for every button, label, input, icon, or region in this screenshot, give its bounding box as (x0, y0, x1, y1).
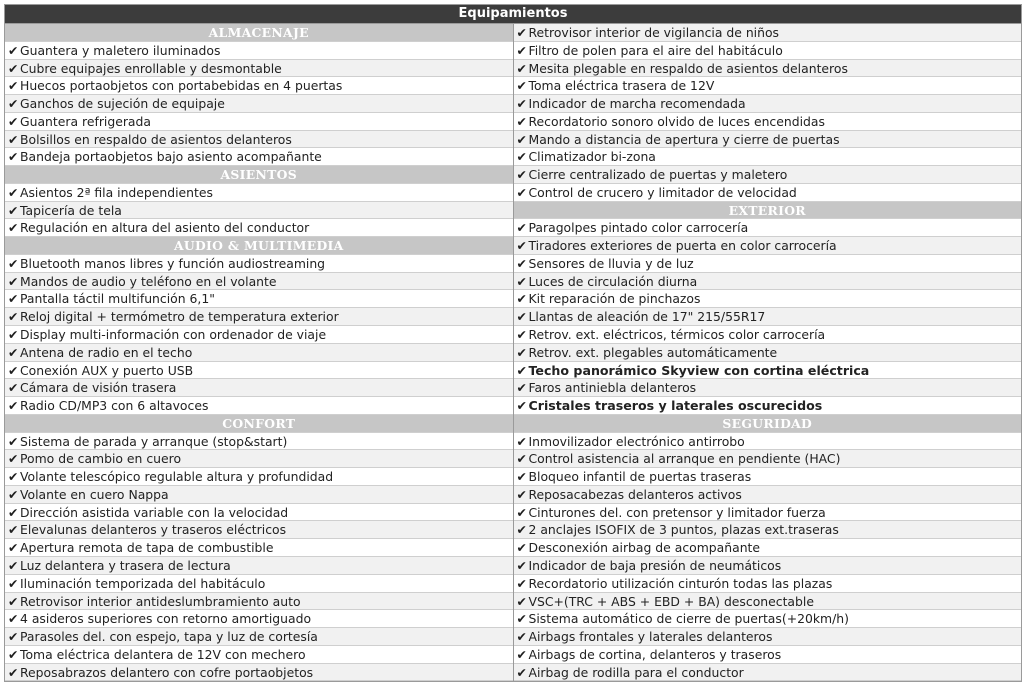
check-icon: ✔ (516, 184, 527, 200)
equipment-item-label: Huecos portaobjetos con portabebidas en 4 puertas (20, 78, 343, 94)
equipment-item (514, 131, 1022, 149)
check-icon: ✔ (8, 327, 19, 343)
equipment-item-label: Toma eléctrica trasera de 12V (528, 78, 715, 94)
equipment-item-label: Luz delantera y trasera de lectura (20, 557, 231, 573)
equipment-item (5, 646, 513, 664)
equipment-item-label: Filtro de polen para el aire del habitáculo (528, 42, 783, 58)
check-icon: ✔ (516, 380, 527, 396)
check-icon: ✔ (516, 664, 527, 680)
equipment-item (5, 202, 513, 220)
equipment-item (514, 433, 1022, 451)
check-icon: ✔ (8, 522, 19, 538)
equipment-item (514, 575, 1022, 593)
equipment-item (5, 593, 513, 611)
equipment-item (5, 486, 513, 504)
check-icon: ✔ (8, 557, 19, 573)
equipment-item-label: Faros antiniebla delanteros (528, 380, 697, 396)
check-icon: ✔ (516, 131, 527, 147)
check-icon: ✔ (516, 646, 527, 662)
check-icon: ✔ (8, 664, 19, 680)
check-icon: ✔ (8, 593, 19, 609)
equipment-item (514, 326, 1022, 344)
equipment-item-label: Pomo de cambio en cuero (20, 451, 182, 467)
check-icon: ✔ (8, 309, 19, 325)
check-icon: ✔ (516, 273, 527, 289)
equipment-item (514, 397, 1022, 415)
equipment-item (5, 77, 513, 95)
equipment-item (514, 290, 1022, 308)
check-icon: ✔ (8, 202, 19, 218)
check-icon: ✔ (8, 398, 19, 414)
equipment-item-label: Asientos 2ª fila independientes (20, 184, 213, 200)
check-icon: ✔ (516, 78, 527, 94)
equipment-item (5, 344, 513, 362)
check-icon: ✔ (8, 96, 19, 112)
equipment-item-label: Bloqueo infantil de puertas traseras (528, 469, 752, 485)
equipment-item (5, 326, 513, 344)
equipment-item-label: Tapicería de tela (20, 202, 122, 218)
equipment-item (5, 379, 513, 397)
equipment-item (514, 308, 1022, 326)
check-icon: ✔ (8, 273, 19, 289)
equipment-item (5, 575, 513, 593)
equipment-item-label: Reposacabezas delanteros activos (528, 486, 742, 502)
equipment-item (514, 450, 1022, 468)
equipment-item (514, 237, 1022, 255)
check-icon: ✔ (8, 433, 19, 449)
equipment-item-label: Antena de radio en el techo (20, 344, 193, 360)
equipment-item (5, 273, 513, 291)
equipment-item (514, 362, 1022, 380)
equipment-item-label: VSC+(TRC + ABS + EBD + BA) desconectable (528, 593, 814, 609)
check-icon: ✔ (8, 78, 19, 94)
equipment-item (514, 610, 1022, 628)
check-icon: ✔ (8, 451, 19, 467)
check-icon: ✔ (8, 149, 19, 165)
section-header-confort: CONFORT (5, 415, 513, 433)
equipment-item-label: Sensores de lluvia y de luz (528, 255, 694, 271)
equipment-item (5, 468, 513, 486)
check-icon: ✔ (8, 540, 19, 556)
equipment-item-label: Mandos de audio y teléfono en el volante (20, 273, 277, 289)
equipment-item (5, 539, 513, 557)
equipment-item-label: Elevalunas delanteros y traseros eléctricos (20, 522, 287, 538)
equipment-item-label: Inmovilizador electrónico antirrobo (528, 433, 745, 449)
equipment-item-label: Desconexión airbag de acompañante (528, 540, 761, 556)
equipment-item-label: Retrov. ext. eléctricos, térmicos color carrocería (528, 327, 826, 343)
check-icon: ✔ (516, 149, 527, 165)
equipment-item (514, 95, 1022, 113)
equipment-item (5, 255, 513, 273)
check-icon: ✔ (516, 167, 527, 183)
equipment-item-label: Kit reparación de pinchazos (528, 291, 701, 307)
equipment-item (5, 131, 513, 149)
equipment-item-label: Conexión AUX y puerto USB (20, 362, 194, 378)
equipment-item-label: Llantas de aleación de 17" 215/55R17 (528, 309, 766, 325)
check-icon: ✔ (516, 469, 527, 485)
check-icon: ✔ (8, 486, 19, 502)
equipment-item-label: Climatizador bi-zona (528, 149, 656, 165)
equipment-item (514, 486, 1022, 504)
equipment-item-label: Airbags de cortina, delanteros y traseros (528, 646, 782, 662)
equipment-item (514, 557, 1022, 575)
equipment-item-label: Bolsillos en respaldo de asientos delanteros (20, 131, 292, 147)
section-header-seguridad: SEGURIDAD (514, 415, 1022, 433)
equipment-item-label: Radio CD/MP3 con 6 altavoces (20, 398, 209, 414)
check-icon: ✔ (516, 504, 527, 520)
table-columns (5, 24, 1021, 681)
equipment-item-label: Cristales traseros y laterales oscurecidos (528, 398, 823, 414)
check-icon: ✔ (8, 291, 19, 307)
check-icon: ✔ (516, 398, 528, 414)
check-icon: ✔ (8, 131, 19, 147)
check-icon: ✔ (516, 362, 528, 378)
equipment-item-label: Airbags frontales y laterales delanteros (528, 629, 773, 645)
equipment-item (514, 255, 1022, 273)
equipment-item-label: Bandeja portaobjetos bajo asiento acompañante (20, 149, 322, 165)
equipment-item-label: Cierre centralizado de puertas y maletero (528, 167, 788, 183)
equipment-item (514, 628, 1022, 646)
check-icon: ✔ (516, 557, 527, 573)
equipment-item (514, 148, 1022, 166)
left-column (5, 24, 513, 681)
equipment-item-label: Luces de circulación diurna (528, 273, 698, 289)
check-icon: ✔ (516, 327, 527, 343)
equipment-item (5, 184, 513, 202)
section-header-almacenaje: ALMACENAJE (5, 24, 513, 42)
equipment-item-label: Ganchos de sujeción de equipaje (20, 96, 225, 112)
equipment-item (5, 610, 513, 628)
equipment-item (514, 646, 1022, 664)
equipment-item-label: Cubre equipajes enrollable y desmontable (20, 60, 282, 76)
equipment-item-label: Guantera y maletero iluminados (20, 42, 221, 58)
equipment-item-label: Dirección asistida variable con la velocidad (20, 504, 289, 520)
check-icon: ✔ (8, 42, 19, 58)
check-icon: ✔ (8, 255, 19, 271)
equipment-item-label: Recordatorio sonoro olvido de luces encendidas (528, 113, 825, 129)
right-column (513, 24, 1022, 681)
equipment-item-label: Regulación en altura del asiento del conductor (20, 220, 310, 236)
check-icon: ✔ (8, 220, 19, 236)
equipment-item (5, 219, 513, 237)
equipment-item (5, 433, 513, 451)
equipment-item (514, 539, 1022, 557)
equipment-item (5, 557, 513, 575)
equipment-item (514, 273, 1022, 291)
equipment-item-label: Sistema de parada y arranque (stop&start) (20, 433, 288, 449)
check-icon: ✔ (8, 629, 19, 645)
equipment-item (5, 290, 513, 308)
check-icon: ✔ (8, 575, 19, 591)
check-icon: ✔ (516, 291, 527, 307)
equipment-item (5, 504, 513, 522)
equipment-item-label: Reloj digital + termómetro de temperatura exterior (20, 309, 339, 325)
check-icon: ✔ (516, 42, 527, 58)
equipment-item-label: Pantalla táctil multifunción 6,1" (20, 291, 215, 307)
check-icon: ✔ (516, 60, 527, 76)
equipment-item-label: Techo panorámico Skyview con cortina eléctrica (528, 362, 870, 378)
equipment-item-label: 2 anclajes ISOFIX de 3 puntos, plazas ext.traseras (528, 522, 839, 538)
check-icon: ✔ (516, 220, 527, 236)
equipment-item (5, 450, 513, 468)
check-icon: ✔ (516, 309, 527, 325)
equipment-item-label: Reposabrazos delantero con cofre portaobjetos (20, 664, 314, 680)
check-icon: ✔ (8, 344, 19, 360)
equipment-item-label: Retrovisor interior antideslumbramiento auto (20, 593, 301, 609)
check-icon: ✔ (516, 451, 527, 467)
check-icon: ✔ (516, 629, 527, 645)
check-icon: ✔ (516, 238, 527, 254)
check-icon: ✔ (8, 504, 19, 520)
check-icon: ✔ (8, 380, 19, 396)
equipment-item (5, 95, 513, 113)
equipment-item (5, 148, 513, 166)
equipment-item (5, 397, 513, 415)
equipment-item-label: Cinturones del. con pretensor y limitador fuerza (528, 504, 826, 520)
equipment-item (5, 308, 513, 326)
equipment-item (5, 664, 513, 682)
equipment-item (514, 113, 1022, 131)
equipment-item-label: Bluetooth manos libres y función audiostreaming (20, 255, 326, 271)
equipment-item-label: Toma eléctrica delantera de 12V con mechero (20, 646, 306, 662)
check-icon: ✔ (516, 575, 527, 591)
equipment-item-label: Airbag de rodilla para el conductor (528, 664, 744, 680)
equipment-item-label: Retrov. ext. plegables automáticamente (528, 344, 778, 360)
section-header-exterior: EXTERIOR (514, 202, 1022, 220)
check-icon: ✔ (8, 362, 19, 378)
equipment-item (514, 184, 1022, 202)
check-icon: ✔ (8, 184, 19, 200)
equipment-item (5, 60, 513, 78)
equipment-table (4, 4, 1022, 682)
equipment-item (514, 166, 1022, 184)
equipment-item-label: Mesita plegable en respaldo de asientos delanteros (528, 60, 848, 76)
check-icon: ✔ (8, 611, 19, 627)
equipment-item (5, 113, 513, 131)
check-icon: ✔ (516, 522, 527, 538)
check-icon: ✔ (8, 113, 19, 129)
equipment-item (514, 593, 1022, 611)
section-header-asientos: ASIENTOS (5, 166, 513, 184)
equipment-item (5, 521, 513, 539)
section-header-audio-multimedia: AUDIO & MULTIMEDIA (5, 237, 513, 255)
equipment-item (514, 77, 1022, 95)
equipment-item (514, 521, 1022, 539)
equipment-item-label: Volante telescópico regulable altura y profundidad (20, 469, 334, 485)
equipment-item-label: Tiradores exteriores de puerta en color carrocería (528, 238, 837, 254)
equipment-item-label: Apertura remota de tapa de combustible (20, 540, 274, 556)
check-icon: ✔ (8, 646, 19, 662)
check-icon: ✔ (8, 60, 19, 76)
equipment-item-label: Control de crucero y limitador de velocidad (528, 184, 797, 200)
check-icon: ✔ (516, 540, 527, 556)
check-icon: ✔ (8, 469, 19, 485)
check-icon: ✔ (516, 344, 527, 360)
equipment-item-label: Mando a distancia de apertura y cierre de puertas (528, 131, 840, 147)
check-icon: ✔ (516, 593, 527, 609)
table-title: Equipamientos (5, 5, 1021, 24)
equipment-item-label: Control asistencia al arranque en pendiente (HAC) (528, 451, 841, 467)
equipment-item (514, 24, 1022, 42)
equipment-item-label: Sistema automático de cierre de puertas(+20km/h) (528, 611, 849, 627)
check-icon: ✔ (516, 25, 527, 40)
equipment-item (514, 379, 1022, 397)
equipment-item-label: Volante en cuero Nappa (20, 486, 169, 502)
equipment-item-label: Display multi-información con ordenador de viaje (20, 327, 327, 343)
equipment-item-label: Indicador de baja presión de neumáticos (528, 557, 782, 573)
equipment-item (5, 628, 513, 646)
equipment-item-label: Retrovisor interior de vigilancia de niños (528, 25, 780, 40)
equipment-item-label: Iluminación temporizada del habitáculo (20, 575, 266, 591)
check-icon: ✔ (516, 96, 527, 112)
equipment-item-label: Indicador de marcha recomendada (528, 96, 746, 112)
check-icon: ✔ (516, 486, 527, 502)
check-icon: ✔ (516, 113, 527, 129)
check-icon: ✔ (516, 255, 527, 271)
check-icon: ✔ (516, 611, 527, 627)
equipment-item (5, 362, 513, 380)
equipment-item-label: Guantera refrigerada (20, 113, 151, 129)
equipment-item (5, 42, 513, 60)
equipment-item (514, 468, 1022, 486)
equipment-item-label: Cámara de visión trasera (20, 380, 177, 396)
equipment-item (514, 42, 1022, 60)
equipment-item (514, 664, 1022, 682)
equipment-item (514, 504, 1022, 522)
equipment-item-label: 4 asideros superiores con retorno amortiguado (20, 611, 312, 627)
equipment-item-label: Paragolpes pintado color carrocería (528, 220, 749, 236)
equipment-item (514, 344, 1022, 362)
equipment-item-label: Recordatorio utilización cinturón todas las plazas (528, 575, 833, 591)
equipment-item (514, 219, 1022, 237)
equipment-item (514, 60, 1022, 78)
equipment-item-label: Parasoles del. con espejo, tapa y luz de cortesía (20, 629, 318, 645)
check-icon: ✔ (516, 433, 527, 449)
